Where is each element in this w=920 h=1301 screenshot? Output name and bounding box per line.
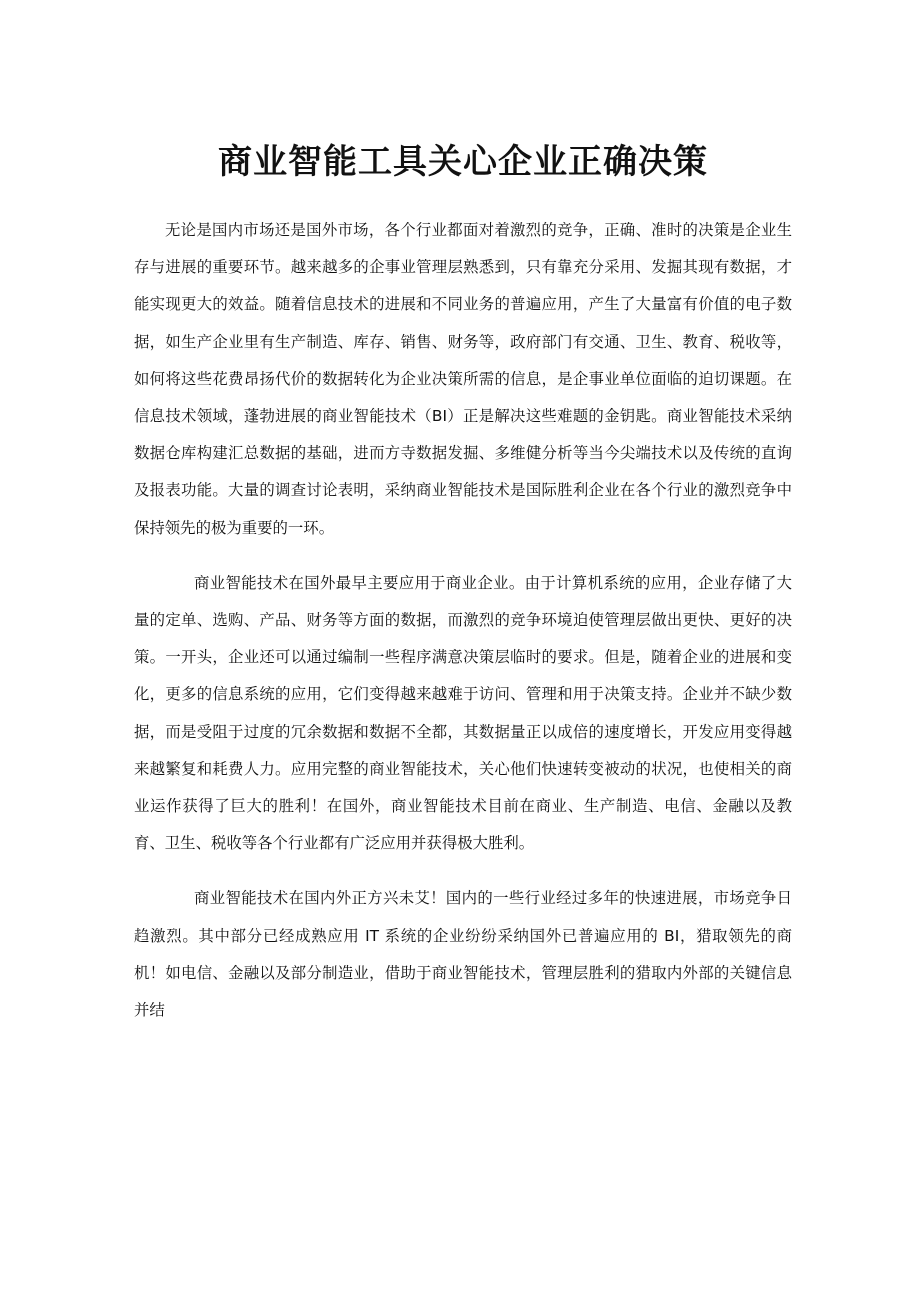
paragraph-1: 无论是国内市场还是国外市场，各个行业都面对着激烈的竞争，正确、准时的决策是企业生存与进展的重要环节。越来越多的企事业管理层熟悉到，只有靠充分采用、发掘其现有数据，才能实现更大的效益。随着信息技术的进展和不同业务的普遍应用，产生了大量富有价值的电子数据，如生产企业里有生产制造、库存、销售、财务等，政府部门有交通、卫生、教育、税收等，如何将这些花费昂扬代价的数据转化为企业决策所需的信息，是企事业单位面临的迫切课题。在信息技术领域，蓬勃进展的商业智能技术（BI）正是解决这些难题的金钥匙。商业智能技术采纳数据仓库构建汇总数据的基础，进而方寺数据发掘、多维健分析等当今尖端技术以及传统的直询及报表功能。大量的调查讨论表明，采纳商业智能技术是国际胜利企业在各个行业的激烈竞争中保持领先的极为重要的一环。 [134, 221, 792, 537]
paragraph-3: 商业智能技术在国内外正方兴未艾！国内的一些行业经过多年的快速进展，市场竞争日趋激烈。其中部分已经成熟应用 IT 系统的企业纷纷采纳国外已普遍应用的 BI，猎取领先的商机！如电信、金融以及部分制造业，借助于商业智能技术，管理层胜利的猎取内外部的关键信息并结 [134, 889, 792, 1020]
document-title: 商业智能工具关心企业正确决策 [218, 142, 708, 182]
paragraph-2: 商业智能技术在国外最早主要应用于商业企业。由于计算机系统的应用，企业存储了大量的定单、选购、产品、财务等方面的数据，而激烈的竞争环境迫使管理层做出更快、更好的决策。一开头，企业还可以通过编制一些程序满意决策层临时的要求。但是，随着企业的进展和变化，更多的信息系统的应用，它们变得越来越难于访问、管理和用于决策支持。企业并不缺少数据，而是受阻于过度的冗余数据和数据不全都，其数据量正以成倍的速度增长，开发应用变得越来越繁复和耗费人力。应用完整的商业智能技术，关心他们快速转变被动的状况，也使相关的商业运作获得了巨大的胜利！在国外，商业智能技术目前在商业、生产制造、电信、金融以及教育、卫生、税收等各个行业都有广泛应用并获得极大胜利。 [134, 573, 792, 853]
